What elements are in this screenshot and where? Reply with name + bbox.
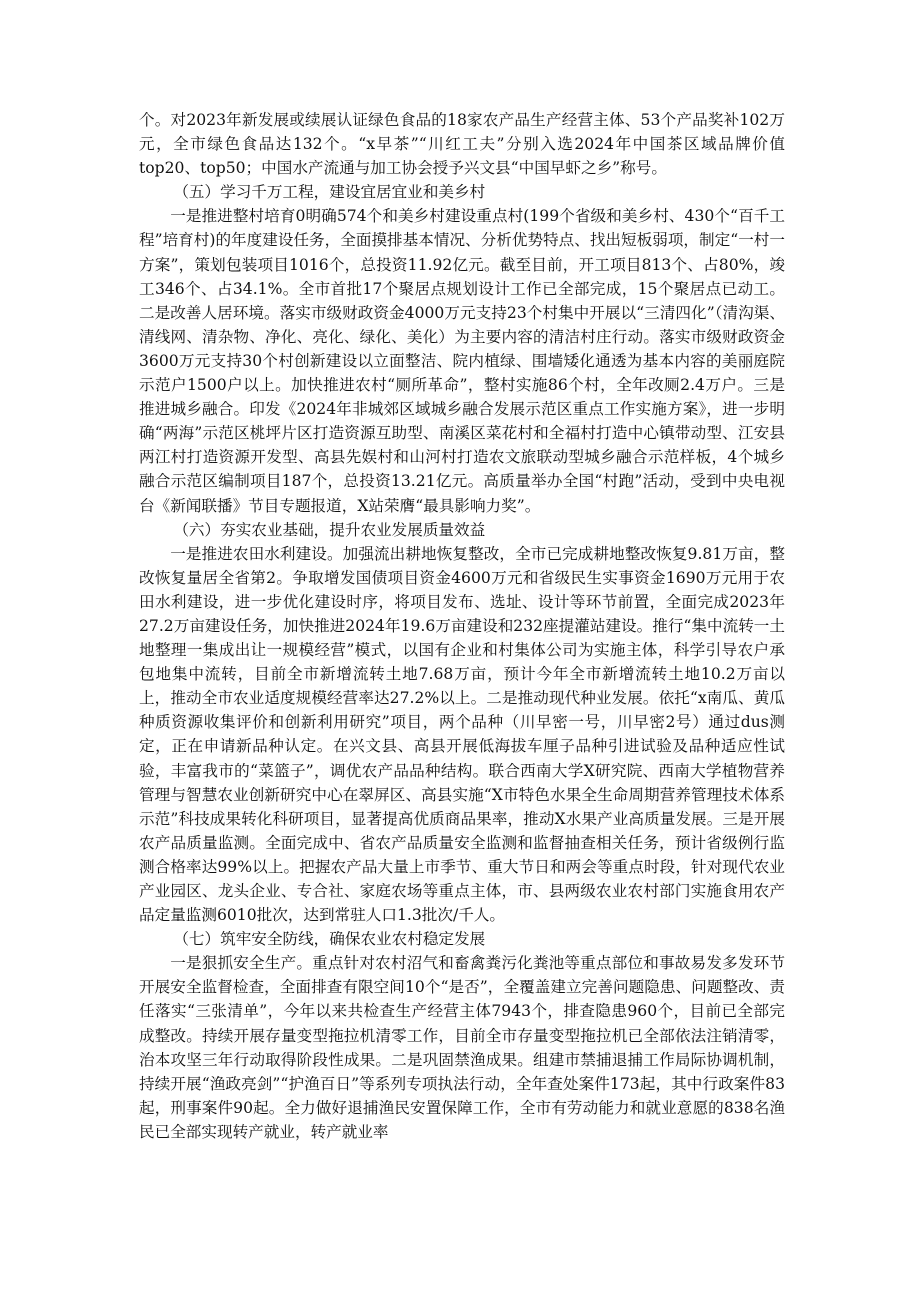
paragraph-safety-defense: 一是狠抓安全生产。重点针对农村沼气和畜禽粪污化粪池等重点部位和事故易发多发环节开展安全监督检查，全面排查有限空间10个“是否”，全覆盖建立完善问题隐患、问题整改、责任落实“三张清单”，今年以来共检查生产经营主体7943个，排查隐患960个，目前已全部完成整改。持续开展存量变型拖拉机清零工作，目前全市存量变型拖拉机已全部依法注销清零，治本攻坚三年行动取得阶段性成果。二是巩固禁渔成果。组建市禁捕退捕工作局际协调机制，持续开展“渔政亮剑”“护渔百日”等系列专项执法行动，全年查处案件173起，其中行政案件83起，刑事案件90起。全力做好退捕渔民安置保障工作，全市有劳动能力和就业意愿的838名渔民已全部实现转产就业，转产就业率	[139, 954, 785, 1141]
paragraph-beautiful-villages: 一是推进整村培育0明确574个和美乡村建设重点村(199个省级和美乡村、430个“百千工程”培育村)的年度建设任务，全面摸排基本情况、分析优势特点、找出短板弱项，制定“一村一方案”，策划包装项目1016个，总投资11.92亿元。截至目前，开工项目813个、占80%，竣工346个、占34.1%。全市首批17个聚居点规划设计工作已全部完成，15个聚居点已动工。二是改善人居环境。落实市级财政资金4000万元支持23个村集中开展以“三清四化”（清沟渠、清线网、清杂物、净化、亮化、绿化、美化）为主要内容的清洁村庄行动。落实市级财政资金3600万元支持30个村创新建设以立面整洁、院内植绿、围墙矮化通透为基本内容的美丽庭院示范户1500户以上。加快推进农村“厕所革命”，整村实施86个村，全年改厕2.4万户。三是推进城乡融合。印发《2024年非城郊区域城乡融合发展示范区重点工作实施方案》，进一步明确“两海”示范区桃坪片区打造资源互助型、南溪区菜花村和全福村打造中心镇带动型、江安县两江村打造资源开发型、高县先娱村和山河村打造农文旅联动型城乡融合示范样板，4个城乡融合示范区编制项目187个，总投资13.21亿元。高质量举办全国“村跑”活动，受到中央电视台《新闻联播》节目专题报道，X站荣膺“最具影响力奖”。	[139, 207, 785, 515]
section-heading-5: （五）学习千万工程，建设宜居宜业和美乡村	[173, 183, 486, 202]
paragraph-agricultural-foundation: 一是推进农田水利建设。加强流出耕地恢复整改，全市已完成耕地整改恢复9.81万亩，整改恢复量居全省第2。争取增发国债项目资金4600万元和省级民生实事资金1690万元用于农田水利建设，进一步优化建设时序，将项目发布、选址、设计等环节前置，全面完成2023年27.2万亩建设任务，加快推进2024年19.6万亩建设和232座提灌站建设。推行“集中流转一土地整理一集成出让一规模经营”模式，以国有企业和村集体公司为实施主体，科学引导农户承包地集中流转，目前全市新增流转土地7.68万亩，预计今年全市新增流转土地10.2万亩以上，推动全市农业适度规模经营率达27.2%以上。二是推动现代种业发展。依托“x南瓜、黄瓜种质资源收集评价和创新利用研究”项目，两个品种（川早密一号，川早密2号）通过dus测定，正在申请新品种认定。在兴文县、高县开展低海拔车厘子品种引进试验及品种适应性试验，丰富我市的“菜篮子”，调优农产品品种结构。联合西南大学X研究院、西南大学植物营养管理与智慧农业创新研究中心在翠屏区、高县实施“X市特色水果全生命周期营养管理技术体系示范”科技成果转化科研项目，显著提高优质商品果率，推动X水果产业高质量发展。三是开展农产品质量监测。全面完成中、省农产品质量安全监测和监督抽查相关任务，预计省级例行监测合格率达99%以上。把握农产品大量上市季节、重大节日和两会等重点时段，针对现代农业产业园区、龙头企业、专合社、家庭农场等重点主体，市、县两级农业农村部门实施食用农产品定量监测6010批次，达到常驻人口1.3批次/千人。	[139, 544, 785, 925]
section-heading-7: （七）筑牢安全防线，确保农业农村稳定发展	[173, 930, 486, 949]
document-body	[139, 108, 785, 1144]
paragraph-green-food-continuation: 个。对2023年新发展或续展认证绿色食品的18家农产品生产经营主体、53个产品奖补102万元，全市绿色食品达132个。“x早茶”“川红工夫”分别入选2024年中国茶区域品牌价值top20、top50；中国水产流通与加工协会授予兴文县“中国早虾之乡”称号。	[139, 111, 785, 178]
section-heading-6: （六）夯实农业基础，提升农业发展质量效益	[173, 520, 486, 539]
